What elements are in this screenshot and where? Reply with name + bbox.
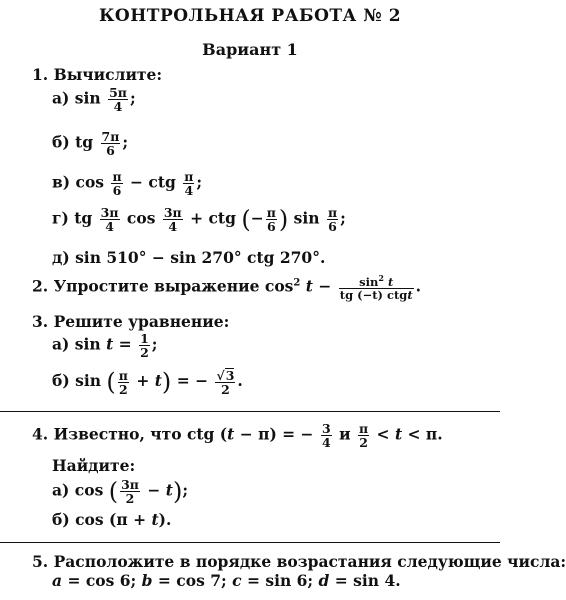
task-3-heading: 3. Решите уравнение: <box>32 312 230 331</box>
task-4: 4. Известно, что ctg (t − π) = − $\frac{3}{4}$ и $\frac{\pi}{2}$ < t < π. <box>32 421 443 451</box>
task-5-line2: a = cos 6; b = cos 7; c = sin 6; d = sin 4. <box>52 571 401 590</box>
task-3b: б) sin ( $\frac{\pi}{2}$ + t) = − $\frac{√3}{2}$ . <box>52 367 243 398</box>
task-3a: а) sin t = $\frac{1}{2}$ ; <box>52 331 158 361</box>
task-4b: б) cos (π + t). <box>52 510 172 529</box>
task-1-heading: 1. Вычислите: <box>32 65 163 84</box>
divider-1 <box>0 411 500 412</box>
page-title: КОНТРОЛЬНАЯ РАБОТА № 2 <box>98 6 402 26</box>
task-1e: д) sin 510° − sin 270° ctg 270°. <box>52 248 326 267</box>
task-1b: б) tg $\frac{7\pi}{6}$ ; <box>52 129 129 159</box>
task-4-find: Найдите: <box>52 456 136 475</box>
task-5-line1: 5. Расположите в порядке возрастания следующие числа: <box>32 552 566 571</box>
task-2: 2. Упростите выражение $\cos^2 t$ − $\frac{\sin^2 t}{\text{tg (−t) ctgt}}$ . <box>32 273 422 302</box>
task-1d: г) tg $\frac{3\pi}{4}$ cos $\frac{3\pi}{4}$ + ctg (− $\frac{\pi}{6}$ ) sin $\frac{\pi}{6}$ ; <box>52 205 346 235</box>
variant-title: Вариант 1 <box>202 40 298 59</box>
task-1a: а) sin $\frac{5\pi}{4}$ ; <box>52 85 136 115</box>
task-4a: а) cos ( $\frac{3\pi}{2}$ − t); <box>52 477 189 507</box>
divider-2 <box>0 542 500 543</box>
task-1c: в) cos $\frac{\pi}{6}$ − ctg $\frac{\pi}{4}$ ; <box>52 169 203 199</box>
